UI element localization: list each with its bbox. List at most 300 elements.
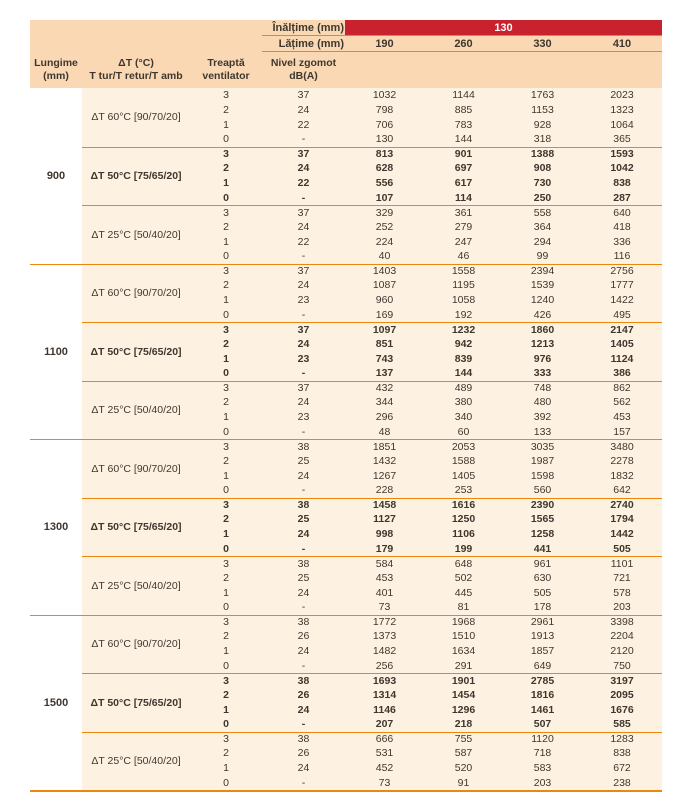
value-cell: 1458	[345, 498, 424, 513]
header-spacer	[30, 36, 262, 52]
value-cell: 1	[223, 294, 229, 307]
value-cell: 1510	[451, 630, 476, 643]
value-cell: 2	[223, 220, 229, 233]
value-cell: 489	[424, 381, 503, 396]
value-cell: 666	[345, 732, 424, 747]
value-cell: 361	[424, 205, 503, 220]
value-cell: 137	[375, 367, 394, 380]
value-cell: 0	[223, 484, 229, 497]
value-cell: 37	[262, 147, 345, 162]
value-cell: 2	[223, 396, 229, 409]
value-cell: 839	[454, 352, 473, 365]
value-cell: 37	[262, 205, 345, 220]
value-cell: 1693	[345, 673, 424, 688]
value-cell: 0	[223, 308, 229, 321]
lungime-cell: 1500	[30, 615, 82, 791]
value-cell: 60	[457, 425, 470, 438]
value-cell: 1267	[372, 469, 397, 482]
value-cell: 642	[613, 484, 631, 497]
value-cell: 1432	[372, 454, 397, 467]
value-cell: 133	[533, 425, 552, 438]
value-cell: 2	[223, 630, 229, 643]
value-cell: 0	[223, 191, 229, 204]
value-cell: 2	[223, 571, 229, 584]
value-cell: 1634	[451, 645, 476, 658]
value-cell: 24	[297, 645, 310, 658]
value-cell: 386	[613, 367, 631, 380]
value-cell: 730	[533, 177, 552, 190]
value-cell: 169	[375, 308, 394, 321]
value-cell: 333	[533, 367, 552, 380]
deltat-label-cell: ΔT 50°C [75/65/20]	[82, 147, 190, 206]
value-cell: 37	[297, 89, 310, 102]
value-cell: 426	[533, 308, 552, 321]
column-titles-row	[30, 52, 662, 88]
value-cell: 1422	[610, 294, 634, 307]
value-cell: 505	[533, 586, 552, 599]
value-cell: 2394	[503, 264, 582, 279]
value-cell: 1	[223, 118, 229, 131]
value-cell: 38	[262, 615, 345, 630]
value-cell: 1558	[424, 264, 503, 279]
value-cell: 908	[533, 162, 552, 175]
value-cell: 587	[454, 747, 473, 760]
width-value-190: 190	[375, 37, 394, 50]
deltat-label-cell: ΔT 50°C [75/65/20]	[82, 673, 190, 732]
value-cell: 23	[297, 411, 310, 424]
value-cell: 1232	[424, 322, 503, 337]
value-cell: 2120	[610, 645, 634, 658]
deltat-label-cell: ΔT 25°C [50/40/20]	[82, 732, 190, 791]
value-cell: 1146	[373, 703, 396, 716]
value-cell: 1454	[451, 688, 476, 701]
value-cell: 1042	[610, 162, 634, 175]
value-cell: 640	[582, 205, 662, 220]
value-cell: 3480	[582, 439, 662, 454]
value-cell: 38	[262, 439, 345, 454]
table-body	[30, 88, 662, 792]
col-title-deltat-line2: T tur/T retur/T amb	[89, 70, 183, 82]
width-value-410: 410	[612, 37, 632, 50]
value-cell: 2785	[503, 673, 582, 688]
value-cell: 520	[454, 762, 473, 775]
value-cell: -	[301, 308, 306, 321]
value-cell: 1901	[424, 673, 503, 688]
deltat-label-cell: ΔT 60°C [90/70/20]	[82, 264, 190, 323]
col-title-treapta	[190, 52, 262, 88]
value-cell: 26	[297, 747, 310, 760]
value-cell: 218	[454, 718, 473, 731]
value-cell: 3	[190, 615, 262, 630]
value-cell: 340	[454, 411, 473, 424]
col-title-zgomot	[262, 52, 345, 88]
value-cell: 901	[424, 147, 503, 162]
value-cell: 1153	[531, 103, 554, 116]
value-cell: 721	[613, 571, 631, 584]
value-cell: 1461	[530, 703, 555, 716]
value-cell: 2	[223, 337, 229, 350]
value-cell: 207	[375, 718, 394, 731]
value-cell: 578	[613, 586, 631, 599]
value-cell: 584	[345, 556, 424, 571]
value-cell: 0	[223, 133, 229, 146]
value-cell: 672	[613, 762, 631, 775]
value-cell: 1565	[530, 513, 555, 526]
value-cell: 505	[613, 542, 631, 555]
width-value-260: 260	[454, 37, 473, 50]
value-cell: 364	[533, 220, 552, 233]
value-cell: -	[301, 601, 306, 614]
value-cell: 1240	[530, 294, 555, 307]
value-cell: 37	[262, 322, 345, 337]
value-cell: 649	[533, 659, 552, 672]
value-cell: 24	[297, 703, 310, 716]
value-cell: 2023	[610, 89, 634, 102]
value-cell: 1	[223, 762, 229, 775]
value-cell: 1195	[452, 279, 475, 292]
value-cell: 750	[613, 659, 631, 672]
value-cell: 885	[454, 103, 473, 116]
value-cell: 441	[533, 542, 552, 555]
value-cell: 37	[262, 381, 345, 396]
deltat-label-cell: ΔT 60°C [90/70/20]	[82, 615, 190, 674]
value-cell: 1032	[372, 89, 397, 102]
value-cell: 507	[533, 718, 552, 731]
value-cell: 1588	[451, 454, 476, 467]
value-cell: 585	[613, 718, 631, 731]
value-cell: 1258	[530, 528, 555, 541]
value-cell: 628	[375, 162, 394, 175]
value-cell: 1405	[451, 469, 476, 482]
value-cell: 144	[454, 133, 473, 146]
value-cell: 556	[375, 177, 394, 190]
value-cell: 26	[297, 688, 310, 701]
value-cell: 1124	[610, 352, 634, 365]
value-cell: 114	[455, 191, 472, 204]
value-cell: 1213	[530, 337, 555, 350]
value-cell: -	[301, 425, 306, 438]
value-cell: 2	[223, 162, 229, 175]
value-cell: 2095	[610, 688, 634, 701]
value-cell: 3	[190, 732, 262, 747]
value-cell: 22	[297, 235, 310, 248]
value-cell: 1106	[452, 528, 475, 541]
value-cell: 329	[345, 205, 424, 220]
value-cell: 617	[454, 177, 473, 190]
radiator-output-table	[30, 20, 662, 792]
value-cell: 748	[503, 381, 582, 396]
value-cell: 1851	[345, 439, 424, 454]
value-cell: 1097	[345, 322, 424, 337]
value-cell: 838	[613, 747, 631, 760]
value-cell: 48	[378, 425, 391, 438]
value-cell: 199	[454, 542, 473, 555]
value-cell: 3	[190, 264, 262, 279]
value-cell: 495	[613, 308, 631, 321]
height-value-band: 130	[345, 20, 662, 36]
value-cell: 1250	[451, 513, 476, 526]
col-title-lungime	[30, 52, 82, 88]
value-cell: 1860	[503, 322, 582, 337]
value-cell: 0	[223, 601, 229, 614]
deltat-label-cell: ΔT 60°C [90/70/20]	[91, 111, 181, 124]
deltat-label-cell: ΔT 25°C [50/40/20]	[82, 381, 190, 440]
value-cell: 558	[503, 205, 582, 220]
value-cell: 224	[375, 235, 394, 248]
value-cell: 2	[223, 103, 229, 116]
value-cell: 1772	[345, 615, 424, 630]
value-cell: 46	[457, 250, 470, 263]
value-cell: 157	[613, 425, 631, 438]
value-cell: 291	[454, 659, 473, 672]
value-cell: -	[301, 542, 306, 555]
value-cell: 130	[375, 133, 394, 146]
value-cell: 1832	[610, 469, 634, 482]
value-cell: 179	[375, 542, 394, 555]
value-cell: -	[301, 484, 306, 497]
value-cell: 38	[262, 498, 345, 513]
value-cell: 1	[223, 469, 229, 482]
deltat-label-cell: ΔT 50°C [75/65/20]	[82, 498, 190, 557]
value-cell: 1323	[610, 103, 634, 116]
value-cell: 1763	[530, 89, 555, 102]
value-cell: 1	[223, 235, 229, 248]
value-cell: 40	[378, 250, 391, 263]
value-cell: 91	[457, 776, 470, 789]
value-cell: 1	[223, 586, 229, 599]
value-cell: 1593	[582, 147, 662, 162]
value-cell: 116	[613, 250, 631, 263]
value-cell: 862	[582, 381, 662, 396]
value-cell: 562	[613, 396, 631, 409]
value-cell: 3398	[582, 615, 662, 630]
lungime-cell: 1100	[30, 264, 82, 440]
value-cell: 344	[375, 396, 394, 409]
value-cell: 1	[223, 352, 229, 365]
value-cell: 25	[297, 513, 310, 526]
value-cell: 24	[297, 103, 310, 116]
value-cell: 392	[533, 411, 552, 424]
value-cell: 1777	[610, 279, 634, 292]
value-cell: 0	[223, 367, 229, 380]
value-cell: 253	[454, 484, 473, 497]
value-cell: 38	[262, 732, 345, 747]
height-header-row	[30, 20, 662, 36]
value-cell: 0	[223, 659, 229, 672]
value-cell: 25	[297, 571, 310, 584]
value-cell: 25	[297, 454, 310, 467]
value-cell: 238	[613, 776, 631, 789]
value-cell: 706	[375, 118, 394, 131]
deltat-label-cell: ΔT 25°C [50/40/20]	[82, 205, 190, 264]
value-cell: 3	[190, 556, 262, 571]
value-cell: 1539	[530, 279, 555, 292]
value-cell: 99	[536, 250, 549, 263]
value-cell: 252	[375, 220, 394, 233]
value-cell: 2390	[503, 498, 582, 513]
col-title-treapta-line1: Treaptă	[207, 56, 245, 69]
value-cell: 1676	[610, 703, 634, 716]
value-cell: 0	[223, 776, 229, 789]
value-cell: 1405	[610, 337, 634, 350]
value-cell: 24	[297, 762, 310, 775]
width-label: Lățime (mm)	[262, 36, 345, 52]
value-cell: 287	[613, 191, 631, 204]
value-cell: 2961	[503, 615, 582, 630]
value-cell: 1101	[582, 556, 662, 571]
value-cell: 1482	[372, 645, 397, 658]
value-cell: -	[301, 367, 306, 380]
value-cell: 0	[223, 250, 229, 263]
value-cell: 294	[533, 235, 552, 248]
value-cell: 81	[457, 601, 470, 614]
col-title-treapta-line2: ventilator	[202, 70, 250, 82]
value-cell: 1	[223, 528, 229, 541]
value-cell: 418	[613, 220, 631, 233]
col-title-deltat-line1: ΔT (°C)	[118, 56, 154, 69]
value-cell: 37	[262, 264, 345, 279]
deltat-label-cell: ΔT 50°C [75/65/20]	[82, 322, 190, 381]
value-cell: 3	[190, 673, 262, 688]
value-cell: 1968	[424, 615, 503, 630]
value-cell: 1857	[530, 645, 555, 658]
value-cell: 1	[223, 411, 229, 424]
value-cell: 1373	[372, 630, 397, 643]
value-cell: 718	[533, 747, 552, 760]
value-cell: 1616	[424, 498, 503, 513]
value-cell: 630	[533, 571, 552, 584]
width-values	[345, 36, 662, 52]
value-cell: 1283	[582, 732, 662, 747]
value-cell: 2	[223, 688, 229, 701]
value-cell: 73	[378, 601, 391, 614]
value-cell: 24	[297, 528, 310, 541]
value-cell: 583	[533, 762, 552, 775]
value-cell: 3	[190, 381, 262, 396]
value-cell: 38	[262, 673, 345, 688]
value-cell: 2204	[610, 630, 634, 643]
value-cell: 203	[613, 601, 631, 614]
value-cell: 560	[533, 484, 552, 497]
value-cell: 2756	[582, 264, 662, 279]
value-cell: 256	[375, 659, 394, 672]
value-cell: 24	[297, 162, 310, 175]
value-cell: 1087	[372, 279, 397, 292]
col-title-lungime-line1: Lungime	[34, 56, 78, 69]
value-cell: 838	[613, 177, 631, 190]
col-title-lungime-line2: (mm)	[43, 70, 69, 82]
value-cell: 22	[297, 118, 310, 131]
value-cell: 3	[190, 322, 262, 337]
value-cell: 928	[533, 118, 552, 131]
value-cell: 480	[533, 396, 552, 409]
value-cell: 24	[297, 469, 310, 482]
value-cell: 0	[223, 542, 229, 555]
value-cell: 0	[223, 425, 229, 438]
value-cell: 453	[613, 411, 631, 424]
value-cell: 336	[613, 235, 631, 248]
value-cell: 23	[297, 294, 310, 307]
deltat-label-cell: ΔT 60°C [90/70/20]	[82, 439, 190, 498]
value-cell: 2	[223, 747, 229, 760]
value-cell: 38	[262, 556, 345, 571]
value-cell: 798	[375, 103, 394, 116]
value-cell: 1314	[372, 688, 397, 701]
value-cell: 783	[454, 118, 473, 131]
value-cell: 1	[223, 177, 229, 190]
value-cell: 961	[503, 556, 582, 571]
value-cell: 1913	[530, 630, 555, 643]
value-cell: 960	[375, 294, 394, 307]
value-cell: -	[301, 250, 306, 263]
value-cell: 2740	[582, 498, 662, 513]
value-cell: 1794	[610, 513, 634, 526]
value-cell: 3	[223, 89, 229, 102]
value-cell: 107	[375, 191, 394, 204]
value-cell: 1	[223, 645, 229, 658]
value-cell: 3	[190, 439, 262, 454]
value-cell: 365	[613, 133, 631, 146]
value-cell: 453	[375, 571, 394, 584]
value-cell: 192	[454, 308, 473, 321]
value-cell: 401	[375, 586, 394, 599]
value-cell: 1064	[610, 118, 634, 131]
value-cell: 380	[454, 396, 473, 409]
value-cell: 432	[345, 381, 424, 396]
value-cell: 0	[223, 718, 229, 731]
value-cell: 1127	[373, 513, 396, 526]
value-cell: 976	[533, 352, 552, 365]
width-value-330: 330	[533, 37, 552, 50]
value-cell: -	[301, 718, 306, 731]
value-cell: -	[301, 659, 306, 672]
value-cell: 318	[533, 133, 552, 146]
value-cell: 851	[375, 337, 394, 350]
value-cell: 24	[297, 586, 310, 599]
value-cell: 998	[375, 528, 394, 541]
value-cell: 1442	[610, 528, 634, 541]
value-cell: 3035	[503, 439, 582, 454]
value-cell: 24	[297, 396, 310, 409]
col-title-zgomot-line2: dB(A)	[289, 70, 318, 82]
value-cell: 502	[454, 571, 473, 584]
lungime-cell: 900	[30, 88, 82, 264]
value-cell: 3	[190, 498, 262, 513]
value-cell: 250	[533, 191, 552, 204]
value-cell: -	[301, 776, 306, 789]
value-cell: 1987	[530, 454, 555, 467]
value-cell: 743	[375, 352, 394, 365]
value-cell: 23	[297, 352, 310, 365]
value-cell: -	[301, 191, 306, 204]
value-cell: 531	[375, 747, 394, 760]
value-cell: 203	[533, 776, 552, 789]
lungime-cell: 1300	[30, 439, 82, 615]
value-cell: 1296	[451, 703, 476, 716]
value-cell: 24	[297, 337, 310, 350]
value-cell: 1403	[345, 264, 424, 279]
height-label: Înălțime (mm)	[262, 20, 345, 36]
value-cell: 3197	[582, 673, 662, 688]
value-cell: 1	[223, 703, 229, 716]
col-title-empty	[345, 52, 662, 88]
value-cell: 1120	[503, 732, 582, 747]
value-cell: 1388	[503, 147, 582, 162]
value-cell: 2278	[610, 454, 634, 467]
value-cell: 2147	[582, 322, 662, 337]
value-cell: 24	[297, 279, 310, 292]
header-spacer	[30, 20, 262, 36]
